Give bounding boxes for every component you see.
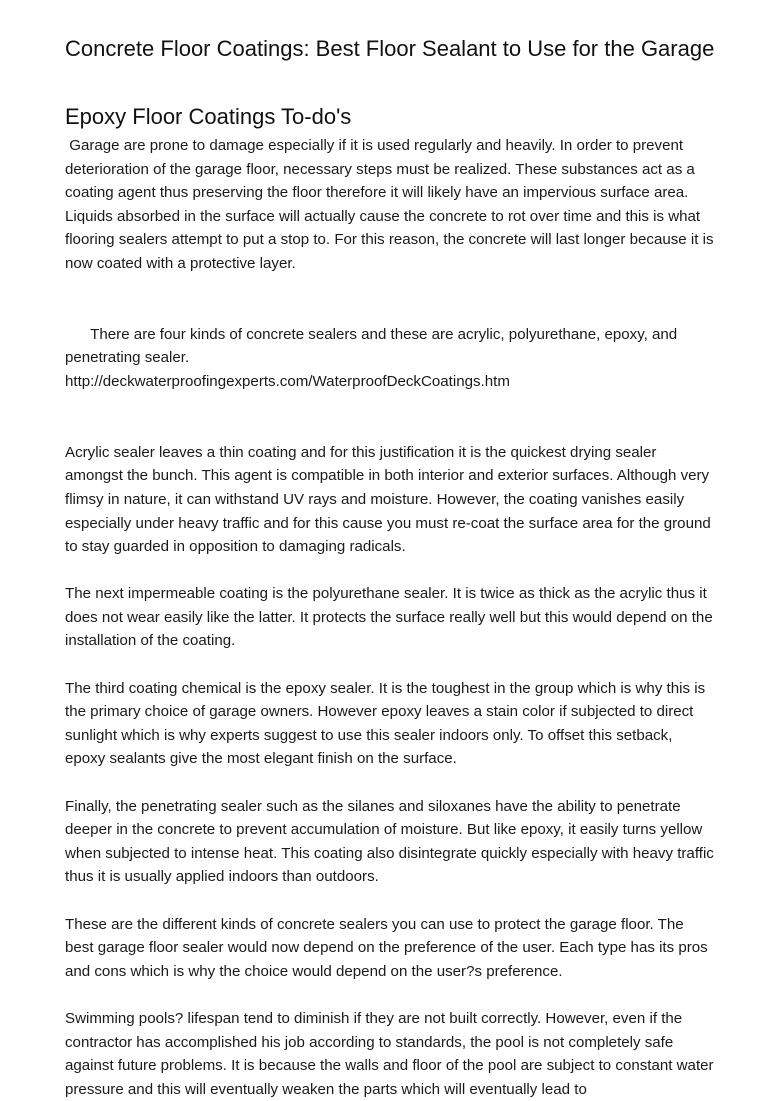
paragraph-sealer-kinds-text: There are four kinds of concrete sealers and these are acrylic, polyurethane, epoxy, and penetrating sealer.	[65, 325, 682, 367]
paragraph-penetrating: Finally, the penetrating sealer such as the silanes and siloxanes have the ability to penetrate deeper in the concrete to prevent accumulation of moisture. But like epoxy, it easily turns yellow when subjected to intense heat. This coating also disintegrate quickly especially with heavy traffic thus it is usually applied indoors than outdoors.	[65, 797, 719, 886]
paragraph-intro: Garage are prone to damage especially if it is used regularly and heavily. In order to prevent deterioration of the garage floor, necessary steps must be realized. These substances act as a coating agent thus preserving the floor therefore it will likely have an impervious surface area. Liquids absorbed in the surface will actually cause the concrete to rot over time and this is what flooring sealers attempt to put a stop to. For this reason, the concrete will last longer because it is now coated with a protective layer.	[65, 137, 718, 272]
paragraph-epoxy: The third coating chemical is the epoxy sealer. It is the toughest in the group which is why this is the primary choice of garage owners. However epoxy leaves a stain color if subjected to direct sunlight which is why experts suggest to use this sealer indoors only. To offset this setback, epoxy sealants give the most elegant finish on the surface.	[65, 679, 710, 768]
paragraph-sealer-kinds	[65, 299, 715, 417]
document-body	[65, 134, 719, 1101]
paragraph-swimming-pools: Swimming pools? lifespan tend to diminish if they are not built correctly. However, even if the contractor has accomplished his job according to standards, the pool is not completely safe against future problems. It is because the walls and floor of the pool are subject to constant water pressure and this will eventually weaken the parts which will eventually lead to	[65, 1009, 718, 1098]
reference-link[interactable]: http://deckwaterproofingexperts.com/WaterproofDeckCoatings.htm	[65, 372, 510, 390]
section-heading: Epoxy Floor Coatings To-do's	[65, 104, 352, 129]
document-title: Concrete Floor Coatings: Best Floor Sealant to Use for the Garage	[65, 36, 715, 61]
paragraph-acrylic: Acrylic sealer leaves a thin coating and for this justification it is the quickest drying sealer amongst the bunch. This agent is compatible in both interior and exterior surfaces. Although very flimsy in nature, it can withstand UV rays and moisture. However, the coating vanishes easily especially under heavy traffic and for this cause you must re-coat the surface area for the ground to stay guarded in opposition to damaging radicals.	[65, 443, 715, 556]
paragraph-polyurethane: The next impermeable coating is the polyurethane sealer. It is twice as thick as the acrylic thus it does not wear easily like the latter. It protects the surface really well but this would depend on the installation of the coating.	[65, 585, 717, 650]
paragraph-summary: These are the different kinds of concrete sealers you can use to protect the garage floor. The best garage floor sealer would now depend on the preference of the user. Each type has its pros and cons which is why the choice would depend on the user?s preference.	[65, 915, 712, 980]
